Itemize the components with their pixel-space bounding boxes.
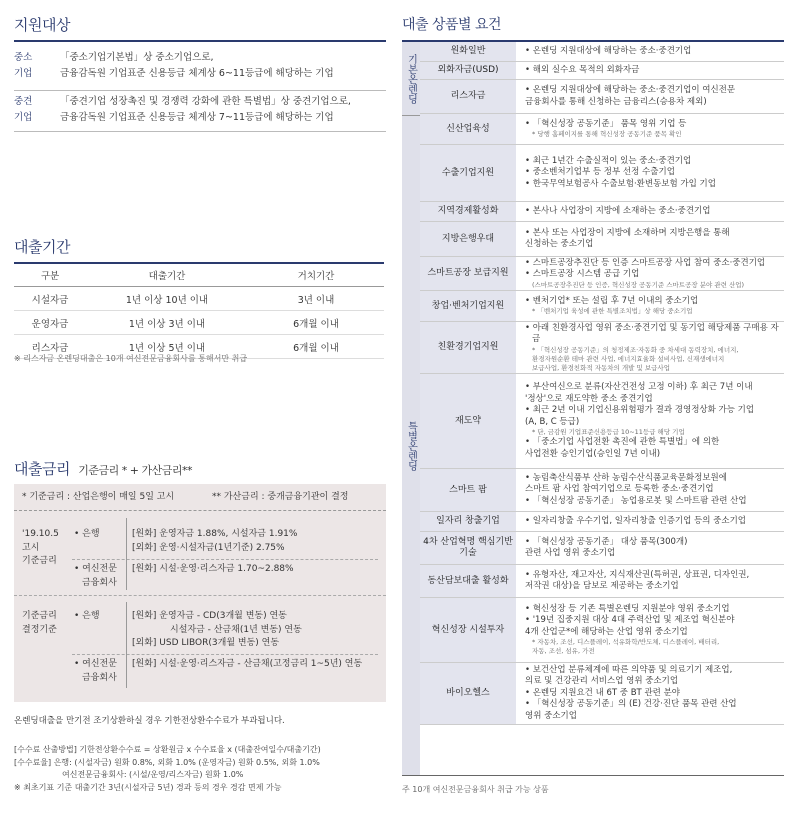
requirement-line: • 본사나 사업장이 지방에 소재하는 중소·중견기업 [525, 205, 711, 216]
requirement-line: • 온렌딩 지원대상에 해당하는 중소·중견기업이 여신전문 [525, 85, 736, 95]
product-requirements [516, 322, 784, 373]
requirement-line: • 온렌딩 지원대상에 해당하는 중소·중견기업 [525, 45, 692, 56]
bank-label: • 은행 [74, 529, 100, 539]
rate-line: [원화] 시설·운영·리스자금 - 산금채(고정금리 1~5년) 연동 [132, 659, 363, 669]
product-row [420, 374, 784, 469]
requirement-line: • 해외 실수요 목적의 외화자금 [525, 64, 640, 75]
product-row [420, 532, 784, 565]
product-row [420, 469, 784, 512]
requirement-line: • 혁신성장 등 기존 특별온렌딩 지원분야 영위 중소기업 [525, 603, 730, 614]
requirement-line: 4개 산업군*에 해당하는 산업 영위 중소기업 [525, 626, 688, 637]
rate-box [14, 484, 386, 702]
table-cell: 6개월 이내 [248, 311, 384, 335]
products-table [402, 40, 784, 776]
requirement-line: 스마트 팜 사업 참여기업으로 등록한 중소·중견기업 [525, 484, 714, 495]
product-row [420, 145, 784, 202]
requirement-line: 관련 사업 영위 중소기업 [525, 548, 616, 558]
support-key: 기업 [14, 68, 33, 79]
table-cell: 3년 이내 [248, 287, 384, 311]
label-line: 금융회사 [82, 672, 117, 683]
fee-notice: 온렌딩대출을 만기전 조기상환하실 경우 기한전상환수수료가 부과됩니다. [14, 716, 285, 726]
label-line: 기준금리 [22, 556, 57, 566]
requirement-line: • 벤처기업* 또는 설립 후 7년 이내의 중소기업 [525, 295, 699, 306]
product-name: 수출기업지원 [420, 145, 516, 201]
requirement-line: • 「혁신성장 공동기준」 품목 영위 기업 등 [525, 118, 687, 129]
requirement-line: • 일자리창출 우수기업, 일자리창출 인증기업 등의 중소기업 [525, 515, 746, 526]
rate-header [14, 484, 386, 511]
products-footnote: 주 10개 여신전문금융회사 취급 가능 상품 [402, 785, 549, 794]
card-label [74, 563, 117, 590]
group-label [22, 610, 57, 637]
rate-line: [외화] 운영·시설자금(1년기준) 2.75% [132, 542, 285, 553]
product-requirements [516, 663, 784, 724]
divider [14, 90, 386, 91]
table-cell: 1년 이상 5년 이내 [86, 335, 248, 359]
requirement-line: • 스마트공장 시스템 공급 기업 [525, 269, 640, 279]
support-text: 금융감독원 기업표준 신용등급 체계상 6~11등급에 해당하는 기업 [60, 68, 334, 79]
column-header: 대출기간 [86, 263, 248, 287]
product-name: 외화자금(USD) [420, 62, 516, 79]
fee-line: ※ 최초기표 기준 대출기간 3년(시설자금 5년) 경과 등의 경우 경감 면제 가능 [14, 782, 282, 792]
product-name: 친환경기업지원 [420, 322, 516, 373]
fee-details [14, 744, 321, 794]
requirement-line: 영위 중소기업 [525, 710, 577, 721]
product-row [420, 202, 784, 222]
requirement-note: * 단, 금감원 기업표준신용등급 10~11등급 해당 기업 [532, 428, 685, 436]
product-requirements [516, 114, 784, 144]
requirement-line: 신청하는 중소기업 [525, 239, 594, 249]
requirement-line: • 부산여신으로 분류(자산건전성 고정 이하) 후 최근 7년 이내 [525, 382, 753, 392]
product-requirements [516, 62, 784, 79]
product-requirements [516, 42, 784, 61]
rate-line: [원화] 운영자금 - CD(3개월 변동) 연동 [132, 611, 287, 621]
product-row [420, 42, 784, 62]
product-row [420, 598, 784, 663]
rate-line: [원화] 시설·운영·리스자금 1.70~2.88% [132, 564, 294, 574]
requirement-line: • '19년 집중지원 대상 4대 주력산업 및 제조업 혁신분야 [525, 615, 735, 626]
requirement-line: 금융회사를 통해 신청하는 금융리스(승용차 제외) [525, 96, 707, 107]
support-text: 「중소기업기본법」상 중소기업으로, [60, 52, 214, 63]
product-row [420, 663, 784, 725]
support-key: 중소 [14, 52, 33, 63]
requirement-line: • 온렌딩 지원요건 내 6T 중 BT 관련 분야 [525, 687, 680, 698]
table-cell: 리스자금 [14, 335, 86, 359]
support-row-sme [14, 50, 384, 82]
bank-rates [132, 610, 302, 651]
period-note: ※ 리스자금 온렌딩대출은 10개 여신전문금융회사를 통해서만 취급 [14, 354, 248, 363]
product-row [420, 114, 784, 145]
requirement-line: • 「혁신성장 공동기준」 농업용로봇 및 스마트팜 관련 산업 [525, 495, 747, 506]
rate-title: 대출금리 [14, 460, 70, 478]
table-header [14, 263, 384, 287]
rate-title-wrap [14, 458, 192, 479]
product-name: 리스자금 [420, 80, 516, 113]
card-label [74, 658, 117, 685]
product-requirements [516, 145, 784, 201]
bank-rates [132, 528, 297, 555]
label-line: 기준금리 [22, 611, 57, 621]
divider [126, 518, 127, 590]
table-cell: 1년 이상 3년 이내 [86, 311, 248, 335]
requirement-line: • 최근 1년간 수출실적이 있는 중소·중견기업 [525, 155, 692, 166]
support-text: 금융감독원 기업표준 신용등급 체계상 7~11등급에 해당하는 기업 [60, 112, 334, 123]
requirement-note: * 「혁신성장 공동기준」의 청정제조·자동화 중 차세대 동력장치, 에너지, [532, 345, 739, 354]
table-cell: 시설자금 [14, 287, 86, 311]
support-row-midsize [14, 94, 384, 126]
requirement-note: 보급사업, 환경친화적 자동차의 개발 및 보급사업 [532, 363, 670, 372]
product-row [420, 222, 784, 257]
requirement-line: • 최근 2년 이내 기업신용위험평가 결과 경영정상화 가능 기업 [525, 405, 755, 415]
product-name: 신산업육성 [420, 114, 516, 144]
product-name: 재도약 [420, 374, 516, 468]
requirement-line: • 유형자산, 재고자산, 지식재산권(특허권, 상표권, 디자인권, [525, 569, 750, 580]
product-requirements [516, 512, 784, 531]
group-basic-label: 기본온렌딩 [402, 42, 420, 116]
requirement-line: • 아래 친환경사업 영위 중소·중견기업 및 동기업 해당제품 구매용 자금 [525, 322, 779, 344]
product-name: 스마트공장 보급지원 [420, 257, 516, 290]
product-requirements [516, 222, 784, 256]
product-requirements [516, 469, 784, 511]
group-special-label: 특별온렌딩 [402, 116, 420, 775]
product-row [420, 291, 784, 322]
product-name: 원화일반 [420, 42, 516, 61]
label-line: '19.10.5 [22, 529, 59, 539]
label-line: 고시 [22, 542, 40, 553]
requirement-line: 사업전환 승인기업(승인일 7년 이내) [525, 448, 661, 459]
group-label [22, 528, 59, 569]
requirement-line: • 보건산업 분류체계에 따른 의약품 및 의료기기 제조업, [525, 664, 733, 675]
column-header: 거치기간 [248, 263, 384, 287]
requirement-line: 의료 및 건강관리 서비스업 영위 중소기업 [525, 676, 679, 687]
requirement-line: (A, B, C 등급) [525, 416, 580, 427]
rate-line: [원화] 운영자금 1.88%, 시설자금 1.91% [132, 529, 298, 539]
product-name: 바이오헬스 [420, 663, 516, 724]
product-row [420, 565, 784, 598]
product-row [420, 62, 784, 80]
requirement-line: • 스마트공장추진단 등 인증 스마트공장 사업 참여 중소·중견기업 [525, 257, 766, 268]
label-line: • 여신전문 [74, 659, 117, 669]
support-text: 「중견기업 성장촉진 및 경쟁력 강화에 관한 특별법」상 중견기업으로, [60, 96, 351, 107]
label-line: • 여신전문 [74, 564, 117, 574]
table-row [14, 311, 384, 335]
requirement-line: • 본사 또는 사업장이 지방에 소재하며 지방은행을 통해 [525, 227, 730, 238]
fee-line: [수수료율] 은행: (시설자금) 원화 0.8%, 외화 1.0% (운영자금) 원화 0.5%, 외화 1.0% [14, 757, 320, 767]
divider [72, 654, 378, 655]
column-header: 구분 [14, 263, 86, 287]
product-requirements [516, 291, 784, 321]
products-title: 대출 상품별 요건 [402, 17, 502, 33]
table-cell: 운영자금 [14, 311, 86, 335]
product-name: 지방은행우대 [420, 222, 516, 256]
product-row [420, 322, 784, 374]
table-cell: 1년 이상 10년 이내 [86, 287, 248, 311]
requirement-note: * 자동차, 조선, 디스플레이, 석유화학/반도체, 디스플레이, 배터리, [532, 638, 720, 647]
product-requirements [516, 565, 784, 597]
fee-line: [수수료 산출방법] 기한전상환수수료 = 상환원금 x 수수료율 x (대출잔여일수/대출기간) [14, 745, 321, 754]
requirement-line: • 중소벤처기업부 등 정부 선정 수출기업 [525, 167, 675, 178]
requirement-note: * 「벤처기업 육성에 관한 특별조치법」상 해당 중소기업 [532, 307, 693, 316]
rate-line: [외화] USD LIBOR(3개월 변동) 연동 [132, 638, 280, 648]
requirement-line: '정상'으로 재도약한 중소 중견기업 [525, 393, 653, 404]
divider [14, 131, 386, 132]
divider [72, 559, 378, 560]
spread-rate-note: ** 가산금리 : 중개금융기관이 결정 [212, 492, 349, 502]
requirement-line: • 한국무역보험공사 수출보험·환변동보험 가입 기업 [525, 178, 716, 189]
requirement-line: • 「혁신성장 공동기준」 대상 품목(300개) [525, 536, 688, 547]
divider [126, 602, 127, 688]
bank-label: • 은행 [74, 611, 100, 621]
requirement-note: * 당행 홈페이지를 통해 혁신성장 공동기준 품목 확인 [532, 130, 682, 139]
product-name: 지역경제활성화 [420, 202, 516, 221]
fee-line: 여신전문금융회사: (시설/운영/리스자금) 원화 1.0% [62, 770, 244, 779]
product-row [420, 257, 784, 291]
requirement-note: 환경자원순환 테마 관련 사업, 에너지효율화 설비사업, 신재생에너지 [532, 354, 725, 363]
product-requirements [516, 80, 784, 113]
product-requirements [516, 374, 784, 468]
rate-line: 시설자금 - 산금채(1년 변동) 연동 [170, 624, 302, 635]
product-requirements [516, 202, 784, 221]
product-name: 일자리 창출기업 [420, 512, 516, 531]
support-rule [14, 40, 386, 42]
label-line: 결정기준 [22, 624, 57, 635]
support-title: 지원대상 [14, 16, 70, 34]
requirement-line: 저작권 대상)을 담보로 제공하는 중소기업 [525, 581, 679, 591]
period-title: 대출기간 [14, 238, 70, 256]
product-name: 혁신성장 시설투자 [420, 598, 516, 662]
requirement-note: (스마트공장추진단 등 인증, 혁신성장 공동기준 스마트공장 분야 관련 산업) [532, 280, 745, 289]
product-name: 창업·벤처기업지원 [420, 291, 516, 321]
support-key: 기업 [14, 112, 33, 123]
product-requirements [516, 532, 784, 564]
divider [14, 595, 386, 596]
table-cell: 6개월 이내 [248, 335, 384, 359]
base-rate-note: * 기준금리 : 산업은행이 매일 5일 고시 [22, 492, 175, 502]
product-requirements [516, 257, 784, 290]
product-row [420, 512, 784, 532]
requirement-line: • 농림축산식품부 산하 농림수산식품교육문화정보원에 [525, 472, 727, 483]
requirement-note: 자동, 조선, 섬유, 가전 [532, 647, 595, 656]
period-table [14, 262, 384, 359]
support-key: 중견 [14, 96, 33, 107]
product-name: 스마트 팜 [420, 469, 516, 511]
rate-subtitle: 기준금리 * + 가산금리** [78, 464, 192, 477]
table-row [14, 287, 384, 311]
requirement-line: • 「혁신성장 공동기준」의 (E) 건강·진단 품목 관련 산업 [525, 699, 737, 710]
product-name: 4차 산업혁명 핵심기반기술 [420, 532, 516, 564]
label-line: 금융회사 [82, 577, 117, 588]
requirement-line: • 「중소기업 사업전환 촉진에 관한 특별법」에 의한 [525, 437, 720, 447]
product-name: 동산담보대출 활성화 [420, 565, 516, 597]
product-row [420, 80, 784, 114]
product-requirements [516, 598, 784, 662]
